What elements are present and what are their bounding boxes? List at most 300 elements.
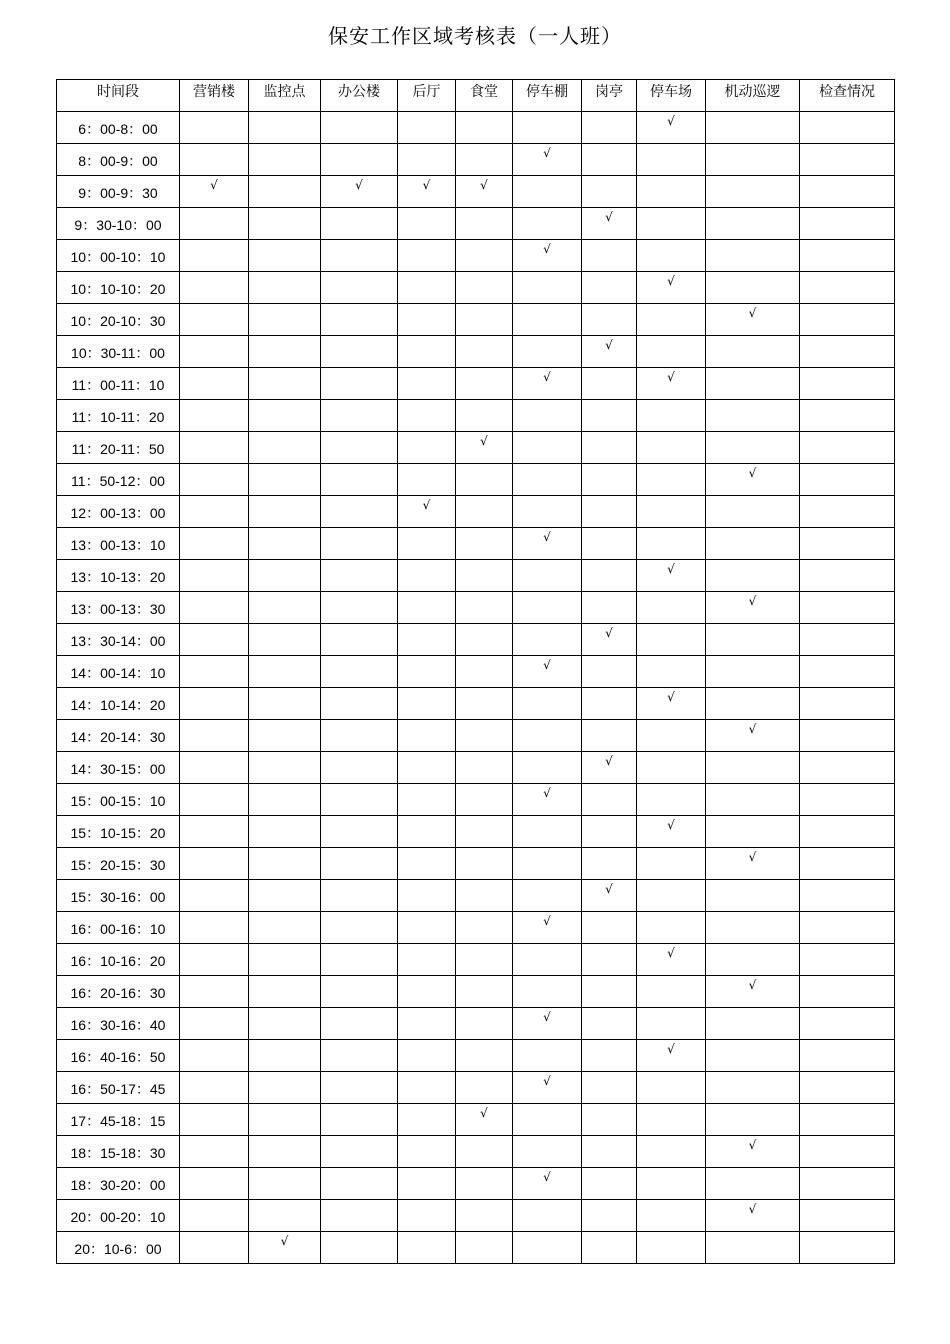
empty-cell — [637, 784, 706, 816]
empty-cell — [706, 1072, 800, 1104]
empty-cell — [513, 176, 582, 208]
empty-cell — [582, 368, 637, 400]
inspection-status-cell[interactable] — [800, 816, 895, 848]
empty-cell — [456, 144, 513, 176]
empty-cell — [637, 464, 706, 496]
empty-cell — [513, 1040, 582, 1072]
check-mark-cell: √ — [706, 1200, 800, 1232]
empty-cell — [249, 624, 321, 656]
empty-cell — [180, 528, 249, 560]
empty-cell — [249, 1136, 321, 1168]
inspection-status-cell[interactable] — [800, 144, 895, 176]
empty-cell — [180, 240, 249, 272]
empty-cell — [398, 880, 456, 912]
empty-cell — [582, 656, 637, 688]
empty-cell — [456, 304, 513, 336]
empty-cell — [398, 368, 456, 400]
empty-cell — [321, 240, 398, 272]
empty-cell — [321, 208, 398, 240]
empty-cell — [582, 464, 637, 496]
empty-cell — [456, 688, 513, 720]
time-period-cell: 16：40-16：50 — [57, 1040, 180, 1072]
empty-cell — [582, 240, 637, 272]
inspection-status-cell[interactable] — [800, 368, 895, 400]
table-row — [57, 208, 895, 240]
empty-cell — [582, 432, 637, 464]
empty-cell — [321, 336, 398, 368]
table-row — [57, 816, 895, 848]
inspection-status-cell[interactable] — [800, 112, 895, 144]
empty-cell — [582, 528, 637, 560]
check-mark-cell: √ — [706, 848, 800, 880]
time-period-cell: 15：30-16：00 — [57, 880, 180, 912]
empty-cell — [637, 1008, 706, 1040]
inspection-status-cell[interactable] — [800, 912, 895, 944]
inspection-status-cell[interactable] — [800, 752, 895, 784]
empty-cell — [321, 1104, 398, 1136]
empty-cell — [180, 336, 249, 368]
empty-cell — [513, 400, 582, 432]
empty-cell — [637, 304, 706, 336]
empty-cell — [321, 752, 398, 784]
empty-cell — [180, 1104, 249, 1136]
time-period-cell: 16：10-16：20 — [57, 944, 180, 976]
inspection-status-cell[interactable] — [800, 944, 895, 976]
empty-cell — [637, 208, 706, 240]
empty-cell — [321, 1040, 398, 1072]
empty-cell — [513, 880, 582, 912]
empty-cell — [637, 752, 706, 784]
inspection-status-cell[interactable] — [800, 432, 895, 464]
empty-cell — [180, 112, 249, 144]
empty-cell — [398, 976, 456, 1008]
empty-cell — [637, 1168, 706, 1200]
check-mark-cell: √ — [513, 912, 582, 944]
inspection-status-cell[interactable] — [800, 976, 895, 1008]
table-row — [57, 880, 895, 912]
empty-cell — [398, 1232, 456, 1264]
column-header-guard-booth: 岗亭 — [582, 80, 637, 112]
time-period-cell: 14：20-14：30 — [57, 720, 180, 752]
empty-cell — [706, 656, 800, 688]
time-period-cell: 10：10-10：20 — [57, 272, 180, 304]
column-header-mobile-patrol: 机动巡逻 — [706, 80, 800, 112]
time-period-cell: 14：30-15：00 — [57, 752, 180, 784]
empty-cell — [180, 464, 249, 496]
inspection-status-cell[interactable] — [800, 528, 895, 560]
time-period-cell: 6：00-8：00 — [57, 112, 180, 144]
inspection-status-cell[interactable] — [800, 208, 895, 240]
empty-cell — [249, 240, 321, 272]
empty-cell — [180, 688, 249, 720]
empty-cell — [398, 560, 456, 592]
empty-cell — [582, 848, 637, 880]
inspection-status-cell[interactable] — [800, 336, 895, 368]
inspection-status-cell[interactable] — [800, 720, 895, 752]
inspection-status-cell[interactable] — [800, 240, 895, 272]
inspection-status-cell[interactable] — [800, 496, 895, 528]
empty-cell — [321, 432, 398, 464]
empty-cell — [249, 592, 321, 624]
empty-cell — [398, 1200, 456, 1232]
empty-cell — [249, 1008, 321, 1040]
empty-cell — [249, 1104, 321, 1136]
table-row — [57, 176, 895, 208]
empty-cell — [513, 432, 582, 464]
inspection-status-cell[interactable] — [800, 272, 895, 304]
check-mark-cell: √ — [582, 208, 637, 240]
table-row — [57, 784, 895, 816]
empty-cell — [180, 1072, 249, 1104]
empty-cell — [398, 688, 456, 720]
table-row — [57, 336, 895, 368]
empty-cell — [398, 304, 456, 336]
empty-cell — [637, 1072, 706, 1104]
empty-cell — [180, 1008, 249, 1040]
empty-cell — [249, 464, 321, 496]
time-period-cell: 10：30-11：00 — [57, 336, 180, 368]
empty-cell — [180, 720, 249, 752]
time-period-cell: 14：10-14：20 — [57, 688, 180, 720]
empty-cell — [637, 144, 706, 176]
time-period-cell: 9：00-9：30 — [57, 176, 180, 208]
empty-cell — [456, 848, 513, 880]
column-header-inspection-status: 检查情况 — [800, 80, 895, 112]
table-row — [57, 1008, 895, 1040]
empty-cell — [398, 912, 456, 944]
table-row — [57, 720, 895, 752]
empty-cell — [321, 592, 398, 624]
empty-cell — [321, 688, 398, 720]
empty-cell — [321, 304, 398, 336]
time-period-cell: 9：30-10：00 — [57, 208, 180, 240]
inspection-status-cell[interactable] — [800, 784, 895, 816]
empty-cell — [321, 528, 398, 560]
empty-cell — [637, 912, 706, 944]
empty-cell — [249, 1072, 321, 1104]
empty-cell — [637, 1200, 706, 1232]
empty-cell — [513, 688, 582, 720]
check-mark-cell: √ — [582, 336, 637, 368]
empty-cell — [513, 592, 582, 624]
table-body — [57, 112, 895, 1264]
empty-cell — [706, 176, 800, 208]
empty-cell — [637, 720, 706, 752]
empty-cell — [249, 368, 321, 400]
table-row — [57, 1072, 895, 1104]
empty-cell — [321, 848, 398, 880]
empty-cell — [582, 272, 637, 304]
empty-cell — [398, 1104, 456, 1136]
empty-cell — [249, 976, 321, 1008]
table-row — [57, 368, 895, 400]
check-mark-cell: √ — [513, 368, 582, 400]
empty-cell — [321, 784, 398, 816]
empty-cell — [180, 624, 249, 656]
time-period-cell: 16：20-16：30 — [57, 976, 180, 1008]
inspection-status-cell[interactable] — [800, 1136, 895, 1168]
empty-cell — [513, 1104, 582, 1136]
table-row — [57, 592, 895, 624]
column-header-time-period: 时间段 — [57, 80, 180, 112]
empty-cell — [180, 432, 249, 464]
inspection-status-cell[interactable] — [800, 848, 895, 880]
empty-cell — [582, 1040, 637, 1072]
empty-cell — [398, 144, 456, 176]
empty-cell — [706, 1008, 800, 1040]
empty-cell — [321, 1232, 398, 1264]
empty-cell — [321, 624, 398, 656]
empty-cell — [637, 240, 706, 272]
check-mark-cell: √ — [637, 816, 706, 848]
empty-cell — [513, 1200, 582, 1232]
check-mark-cell: √ — [637, 688, 706, 720]
inspection-status-cell[interactable] — [800, 1104, 895, 1136]
empty-cell — [513, 112, 582, 144]
table-row — [57, 304, 895, 336]
inspection-status-cell[interactable] — [800, 624, 895, 656]
inspection-status-cell[interactable] — [800, 1232, 895, 1264]
assessment-table — [56, 79, 895, 1264]
empty-cell — [582, 496, 637, 528]
time-period-cell: 14：00-14：10 — [57, 656, 180, 688]
empty-cell — [706, 528, 800, 560]
inspection-status-cell[interactable] — [800, 1072, 895, 1104]
inspection-status-cell[interactable] — [800, 464, 895, 496]
time-period-cell: 11：10-11：20 — [57, 400, 180, 432]
inspection-status-cell[interactable] — [800, 688, 895, 720]
check-mark-cell: √ — [513, 784, 582, 816]
empty-cell — [249, 784, 321, 816]
empty-cell — [456, 976, 513, 1008]
time-period-cell: 16：50-17：45 — [57, 1072, 180, 1104]
empty-cell — [582, 976, 637, 1008]
empty-cell — [582, 400, 637, 432]
empty-cell — [321, 1072, 398, 1104]
empty-cell — [582, 944, 637, 976]
empty-cell — [706, 112, 800, 144]
table-row — [57, 112, 895, 144]
empty-cell — [706, 1232, 800, 1264]
check-mark-cell: √ — [249, 1232, 321, 1264]
empty-cell — [513, 1136, 582, 1168]
inspection-status-cell[interactable] — [800, 1200, 895, 1232]
empty-cell — [249, 560, 321, 592]
table-row — [57, 752, 895, 784]
empty-cell — [513, 560, 582, 592]
empty-cell — [582, 1136, 637, 1168]
empty-cell — [456, 944, 513, 976]
empty-cell — [637, 592, 706, 624]
empty-cell — [513, 208, 582, 240]
table-row — [57, 688, 895, 720]
empty-cell — [456, 1072, 513, 1104]
check-mark-cell: √ — [706, 720, 800, 752]
column-header-parking-lot: 停车场 — [637, 80, 706, 112]
empty-cell — [513, 848, 582, 880]
time-period-cell: 10：00-10：10 — [57, 240, 180, 272]
check-mark-cell: √ — [513, 656, 582, 688]
empty-cell — [706, 880, 800, 912]
table-row — [57, 976, 895, 1008]
inspection-status-cell[interactable] — [800, 1168, 895, 1200]
empty-cell — [321, 496, 398, 528]
empty-cell — [582, 592, 637, 624]
empty-cell — [398, 528, 456, 560]
empty-cell — [637, 432, 706, 464]
empty-cell — [637, 496, 706, 528]
empty-cell — [456, 656, 513, 688]
check-mark-cell: √ — [637, 272, 706, 304]
empty-cell — [249, 336, 321, 368]
empty-cell — [180, 1232, 249, 1264]
time-period-cell: 8：00-9：00 — [57, 144, 180, 176]
table-row — [57, 432, 895, 464]
check-mark-cell: √ — [398, 496, 456, 528]
column-header-sales-building: 营销楼 — [180, 80, 249, 112]
inspection-status-cell[interactable] — [800, 560, 895, 592]
check-mark-cell: √ — [582, 880, 637, 912]
time-period-cell: 13：10-13：20 — [57, 560, 180, 592]
time-period-cell: 15：10-15：20 — [57, 816, 180, 848]
empty-cell — [321, 720, 398, 752]
empty-cell — [456, 1008, 513, 1040]
empty-cell — [582, 1008, 637, 1040]
check-mark-cell: √ — [513, 240, 582, 272]
inspection-status-cell[interactable] — [800, 1008, 895, 1040]
empty-cell — [456, 400, 513, 432]
empty-cell — [180, 208, 249, 240]
empty-cell — [321, 816, 398, 848]
time-period-cell: 15：00-15：10 — [57, 784, 180, 816]
empty-cell — [398, 624, 456, 656]
inspection-status-cell[interactable] — [800, 176, 895, 208]
check-mark-cell: √ — [637, 944, 706, 976]
check-mark-cell: √ — [456, 432, 513, 464]
empty-cell — [706, 912, 800, 944]
empty-cell — [180, 496, 249, 528]
empty-cell — [180, 944, 249, 976]
time-period-cell: 13：00-13：30 — [57, 592, 180, 624]
table-row — [57, 528, 895, 560]
empty-cell — [456, 1200, 513, 1232]
inspection-status-cell[interactable] — [800, 304, 895, 336]
empty-cell — [249, 848, 321, 880]
empty-cell — [398, 336, 456, 368]
empty-cell — [249, 432, 321, 464]
inspection-status-cell[interactable] — [800, 592, 895, 624]
empty-cell — [321, 912, 398, 944]
check-mark-cell: √ — [582, 624, 637, 656]
empty-cell — [637, 624, 706, 656]
check-mark-cell: √ — [180, 176, 249, 208]
empty-cell — [180, 752, 249, 784]
empty-cell — [456, 1136, 513, 1168]
empty-cell — [706, 688, 800, 720]
time-period-cell: 13：30-14：00 — [57, 624, 180, 656]
empty-cell — [249, 944, 321, 976]
empty-cell — [582, 784, 637, 816]
check-mark-cell: √ — [637, 112, 706, 144]
inspection-status-cell[interactable] — [800, 400, 895, 432]
empty-cell — [637, 176, 706, 208]
table-row — [57, 1168, 895, 1200]
empty-cell — [249, 688, 321, 720]
empty-cell — [321, 464, 398, 496]
empty-cell — [456, 752, 513, 784]
empty-cell — [706, 1104, 800, 1136]
empty-cell — [321, 400, 398, 432]
empty-cell — [456, 1040, 513, 1072]
table-row — [57, 1232, 895, 1264]
empty-cell — [706, 624, 800, 656]
empty-cell — [456, 912, 513, 944]
empty-cell — [398, 944, 456, 976]
empty-cell — [706, 1040, 800, 1072]
empty-cell — [180, 848, 249, 880]
empty-cell — [180, 400, 249, 432]
empty-cell — [398, 400, 456, 432]
empty-cell — [456, 208, 513, 240]
empty-cell — [249, 400, 321, 432]
empty-cell — [582, 1200, 637, 1232]
empty-cell — [513, 816, 582, 848]
empty-cell — [513, 304, 582, 336]
time-period-cell: 15：20-15：30 — [57, 848, 180, 880]
inspection-status-cell[interactable] — [800, 656, 895, 688]
check-mark-cell: √ — [706, 976, 800, 1008]
check-mark-cell: √ — [637, 1040, 706, 1072]
empty-cell — [706, 784, 800, 816]
empty-cell — [180, 1168, 249, 1200]
time-period-cell: 11：50-12：00 — [57, 464, 180, 496]
empty-cell — [456, 592, 513, 624]
table-header-row — [57, 80, 895, 112]
empty-cell — [249, 752, 321, 784]
empty-cell — [706, 368, 800, 400]
empty-cell — [180, 1040, 249, 1072]
time-period-cell: 11：20-11：50 — [57, 432, 180, 464]
empty-cell — [582, 1072, 637, 1104]
inspection-status-cell[interactable] — [800, 880, 895, 912]
inspection-status-cell[interactable] — [800, 1040, 895, 1072]
time-period-cell: 10：20-10：30 — [57, 304, 180, 336]
empty-cell — [582, 816, 637, 848]
empty-cell — [456, 112, 513, 144]
column-header-rear-hall: 后厅 — [398, 80, 456, 112]
empty-cell — [249, 496, 321, 528]
empty-cell — [637, 656, 706, 688]
table-row — [57, 912, 895, 944]
empty-cell — [706, 1168, 800, 1200]
check-mark-cell: √ — [513, 1072, 582, 1104]
table-row — [57, 272, 895, 304]
table-row — [57, 560, 895, 592]
empty-cell — [456, 496, 513, 528]
time-period-cell: 11：00-11：10 — [57, 368, 180, 400]
table-row — [57, 144, 895, 176]
empty-cell — [398, 656, 456, 688]
empty-cell — [513, 976, 582, 1008]
document-title: 保安工作区域考核表（一人班） — [328, 24, 622, 48]
empty-cell — [456, 464, 513, 496]
empty-cell — [582, 176, 637, 208]
empty-cell — [321, 112, 398, 144]
empty-cell — [249, 816, 321, 848]
empty-cell — [180, 1136, 249, 1168]
table-row — [57, 1040, 895, 1072]
empty-cell — [582, 1232, 637, 1264]
